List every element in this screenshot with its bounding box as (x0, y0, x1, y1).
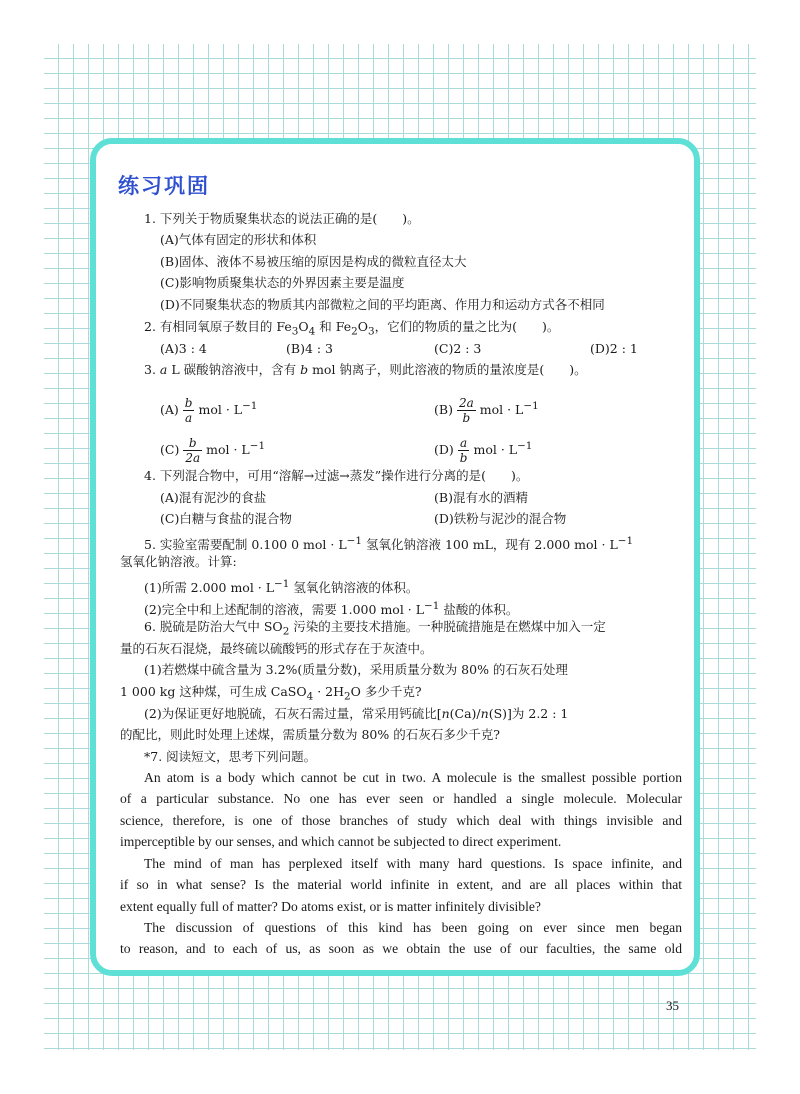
q3-option-b: (B) $\frac{2a}{b}$ mol · $L^{-1}$ (434, 396, 539, 426)
paragraph-line: imperceptible by our senses, and which cannot be subjected to direct experiment. (120, 833, 562, 849)
reading-paragraph-2 (120, 853, 682, 917)
q1-option-c: (C)影响物质聚集状态的外界因素主要是温度 (160, 275, 405, 290)
reading-paragraph-1 (120, 767, 682, 852)
q1-option-b: (B)固体、液体不易被压缩的原因是构成的微粒直径太大 (160, 254, 467, 269)
q6-line2: 量的石灰石混烧，最终硫以硫酸钙的形式存在于灰渣中。 (120, 641, 433, 656)
q4-option-c: (C)白糖与食盐的混合物 (160, 511, 292, 526)
paragraph-line: An atom is a body which cannot be cut in two. A molecule is the smallest possible portion (144, 770, 682, 785)
q3-option-d: (D) $\frac{a}{b}$ mol · $L^{-1}$ (434, 436, 533, 466)
paragraph-line: science, therefore, is one of those branches of study which deal with things invisible and (120, 812, 682, 828)
q6-part1-line2: 1 000 kg 这种煤，可生成 CaSO$_4$ · $2H_2O$ 多少千克? (120, 684, 422, 703)
q5-line2: 氢氧化钠溶液。计算: (120, 554, 237, 569)
section-title: 练习巩固 (118, 174, 210, 198)
q6-part1-line1: (1)若燃煤中硫含量为 3.2%(质量分数)，采用质量分数为 80% 的石灰石处理 (144, 662, 568, 677)
fraction: $\frac{b}{2a}$ (185, 436, 201, 466)
q2-option-d: (D)2 : 1 (590, 341, 638, 356)
paragraph-line: to reason, and to each of us, as soon as we obtain the use of our faculties, the same old (120, 941, 682, 957)
q2-option-c: (C)2 : 3 (434, 341, 482, 356)
q6-part2-line2: 的配比，则此时处理上述煤，需质量分数为 80% 的石灰石多少千克? (120, 727, 500, 742)
q7-stem: *7. 阅读短文，思考下列问题。 (144, 749, 317, 764)
page-number: 35 (666, 998, 679, 1013)
fraction: $\frac{2a}{b}$ (458, 396, 474, 426)
q2-option-b: (B)4 : 3 (286, 341, 334, 356)
paragraph-line: of a particular substance. No one has ever seen or handled a single molecule. Molecular (120, 791, 682, 807)
q5-part1: (1)所需 2.000 mol · $L^{-1}$ 氢氧化钠溶液的体积。 (144, 578, 419, 596)
q1-option-d: (D)不同聚集状态的物质其内部微粒之间的平均距离、作用力和运动方式各不相同 (160, 297, 605, 312)
paragraph-line: The mind of man has perplexed itself with many hard questions. Is space infinite, and (144, 856, 682, 871)
q4-option-a: (A)混有泥沙的食盐 (160, 490, 267, 505)
q6-line1: 6. 脱硫是防治大气中 $SO_2$ 污染的主要技术措施。一种脱硫措施是在燃煤中加入一定 (144, 619, 606, 638)
q1-option-a: (A)气体有固定的形状和体积 (160, 232, 317, 247)
q3-stem: 3. a L 碳酸钠溶液中，含有 b mol 钠离子，则此溶液的物质的量浓度是( )。 (144, 362, 587, 377)
paragraph-line: The discussion of questions of this kind has been going on ever since men began (144, 920, 682, 935)
fraction: $\frac{a}{b}$ (459, 436, 468, 466)
q4-stem: 4. 下列混合物中，可用“溶解→过滤→蒸发”操作进行分离的是( )。 (144, 468, 529, 483)
q2-stem: 2. 有相同氧原子数目的 $Fe_3O_4$ 和 $Fe_2O_3$，它们的物质的量之比为( )。 (144, 319, 560, 338)
q4-option-b: (B)混有水的酒精 (434, 490, 528, 505)
reading-paragraph-3 (120, 917, 682, 960)
q6-part2-line1: (2)为保证更好地脱硫，石灰石需过量，常采用钙硫比[n(Ca)/n(S)]为 2.2 : 1 (144, 706, 569, 721)
q1-stem: 1. 下列关于物质聚集状态的说法正确的是( )。 (144, 211, 420, 226)
q5-part2: (2)完全中和上述配制的溶液，需要 1.000 mol · $L^{-1}$ 盐酸的体积。 (144, 600, 519, 618)
q3-option-c: (C) $\frac{b}{2a}$ mol · $L^{-1}$ (160, 436, 266, 466)
q4-option-d: (D)铁粉与泥沙的混合物 (434, 511, 567, 526)
fraction: $\frac{b}{a}$ (184, 396, 193, 426)
q5-line1: 5. 实验室需要配制 0.100 0 mol · $L^{-1}$ 氢氧化钠溶液 100 mL，现有 2.000 mol · $L^{-1}$ (144, 535, 634, 553)
paragraph-line: if so in what sense? Is the material world infinite in extent, and are all places within that (120, 877, 682, 893)
q2-option-a: (A)3 : 4 (160, 341, 207, 356)
q3-option-a: (A) $\frac{b}{a}$ mol · $L^{-1}$ (160, 396, 258, 426)
paragraph-line: extent equally full of matter? Do atoms exist, or is matter infinitely divisible? (120, 898, 541, 914)
